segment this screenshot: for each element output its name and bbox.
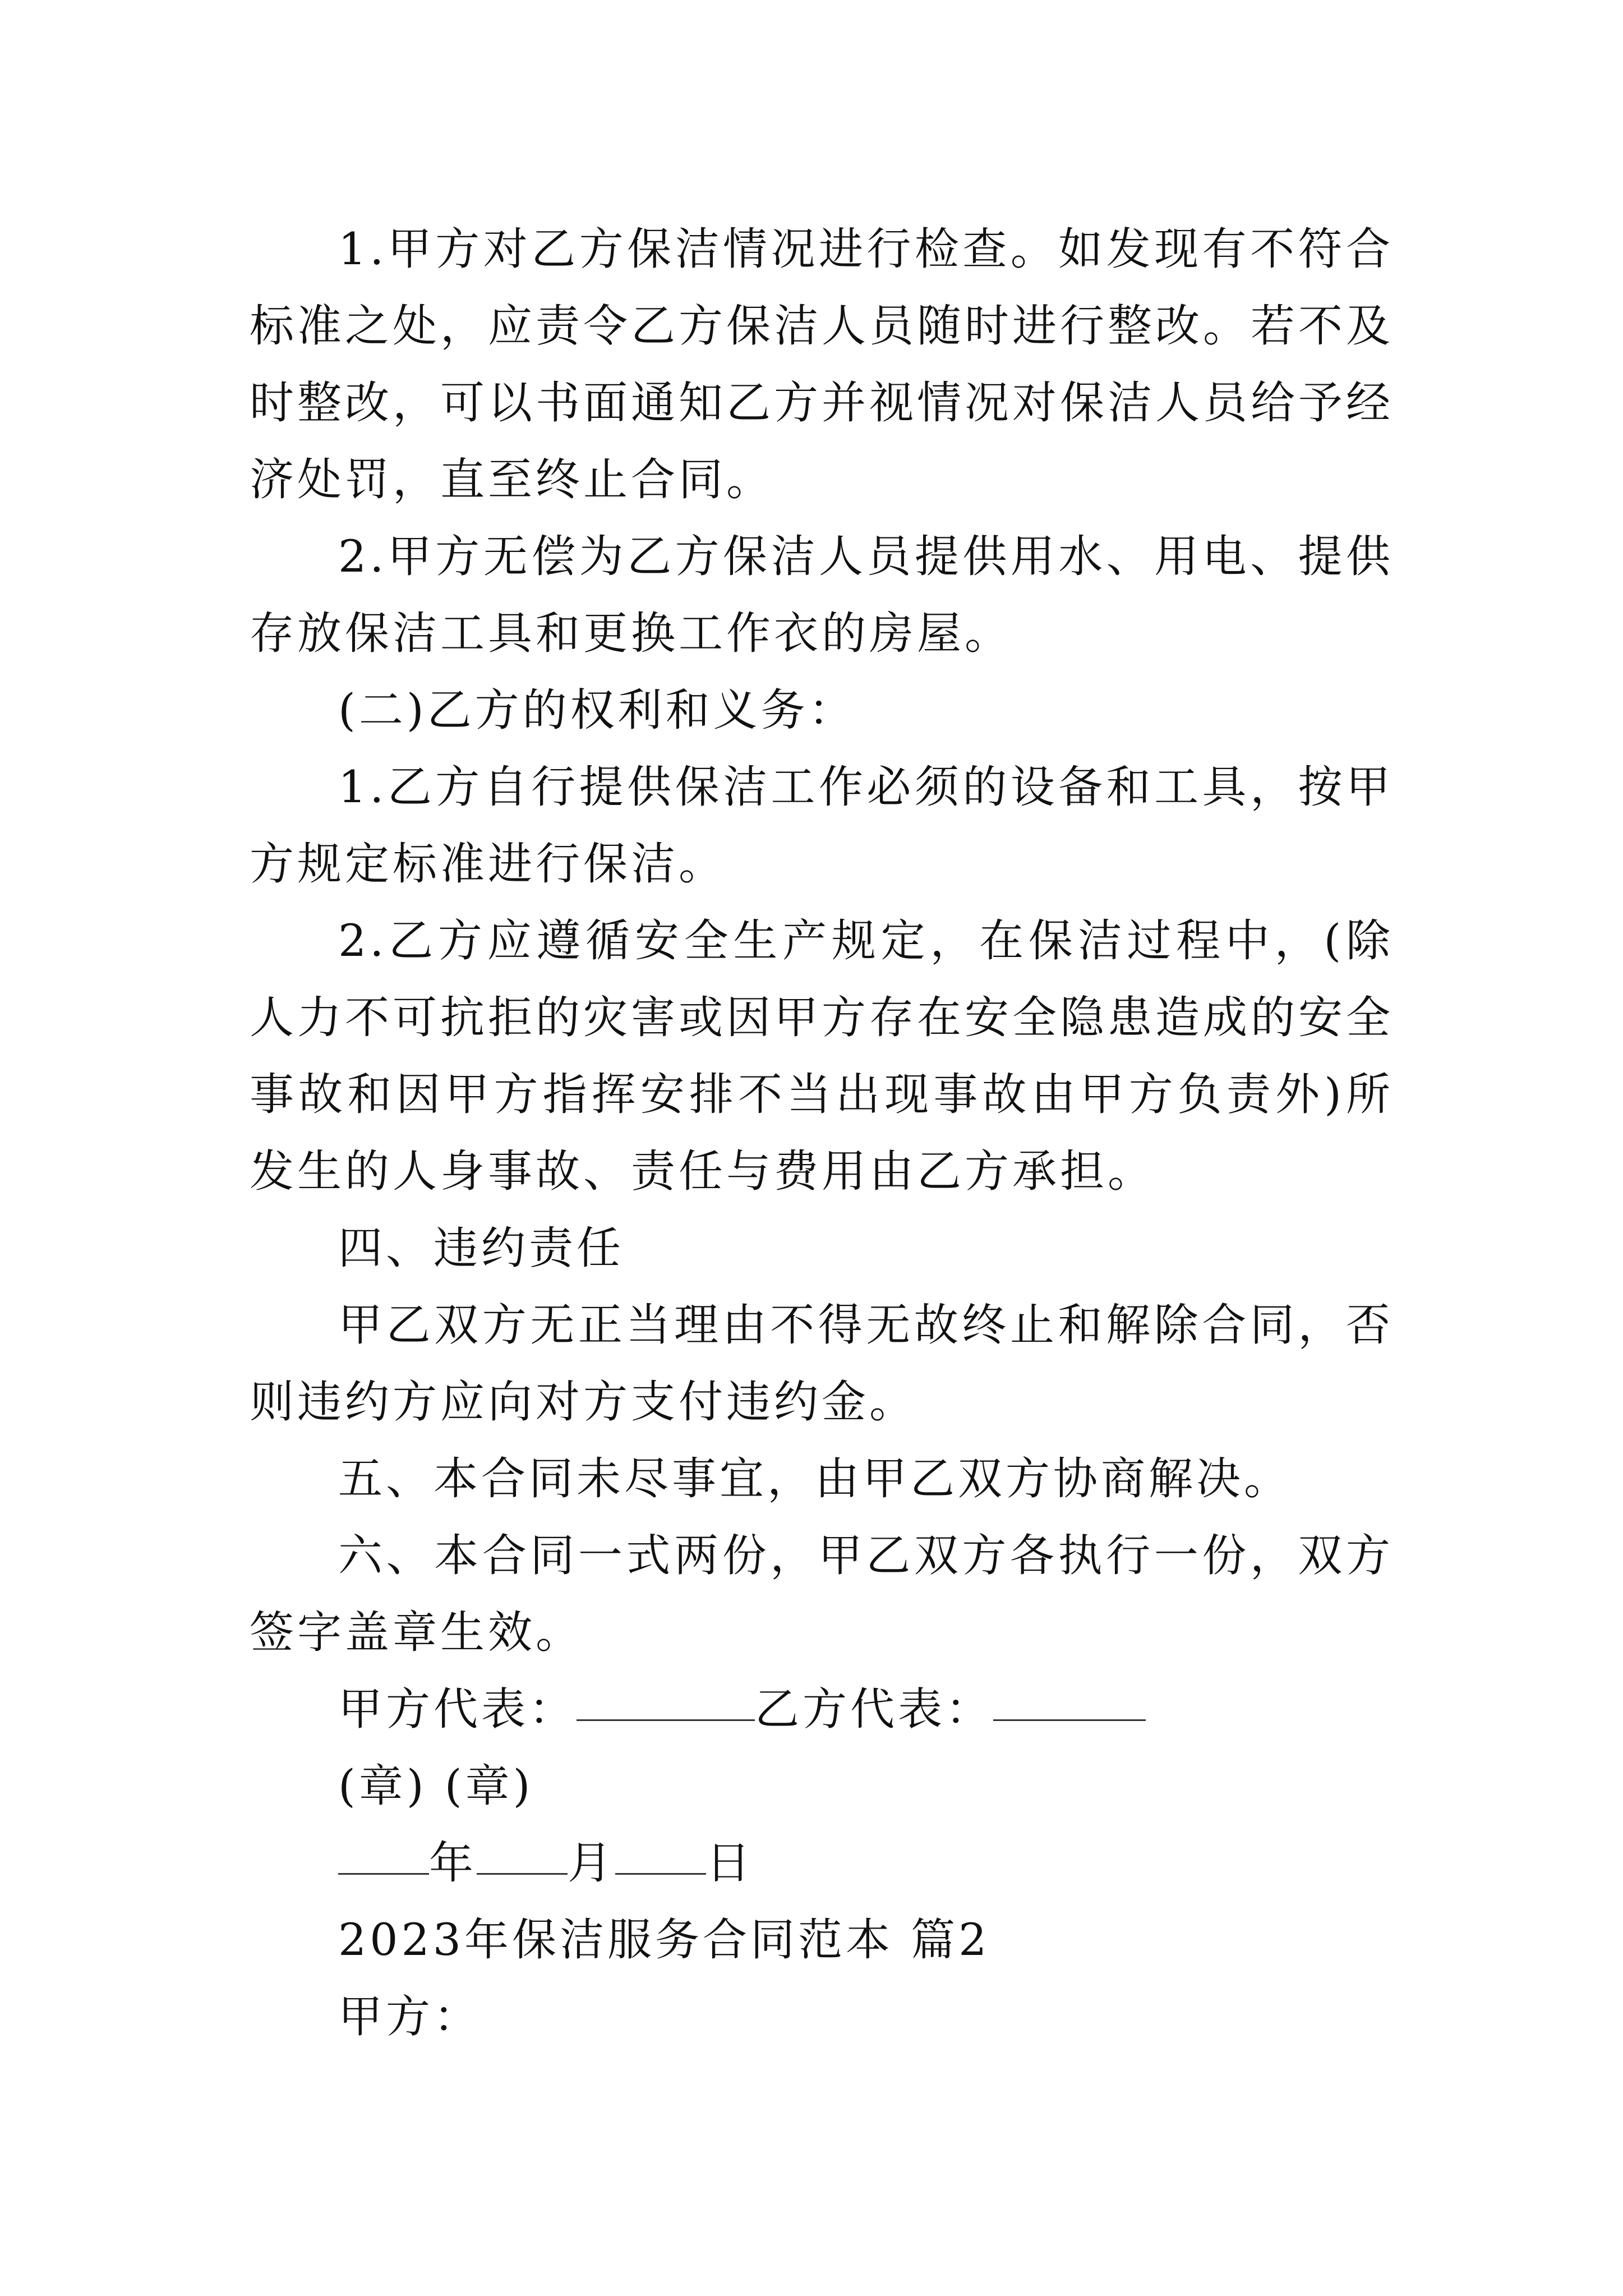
day-blank[interactable]	[615, 1873, 706, 1875]
party-b-rep-blank[interactable]	[993, 1719, 1146, 1721]
next-contract-title: 2023年保洁服务合同范本 篇2	[338, 1914, 990, 1966]
representatives-line	[250, 1671, 1394, 1748]
clause-1-inspection: 1.甲方对乙方保洁情况进行检查。如发现有不符合标准之处，应责令乙方保洁人员随时进行整改。若不及时整改，可以书面通知乙方并视情况对保洁人员给予经济处罚，直至终止合同。	[250, 223, 1394, 505]
clause-2-facilities: 2.甲方无偿为乙方保洁人员提供用水、用电、提供存放保洁工具和更换工作衣的房屋。	[250, 531, 1394, 659]
next-party-a-label: 甲方：	[338, 1991, 481, 2042]
party-a-rep-blank[interactable]	[577, 1719, 755, 1721]
section-six: 六、本合同一式两份，甲乙双方各执行一份，双方签字盖章生效。	[250, 1530, 1394, 1658]
liability-text: 甲乙双方无正当理由不得无故终止和解除合同，否则违约方应向对方支付违约金。	[250, 1299, 1394, 1428]
section-five: 五、本合同未尽事宜，由甲乙双方协商解决。	[338, 1453, 1292, 1504]
section-party-b-rights: (二)乙方的权利和义务：	[338, 684, 856, 736]
day-label: 日	[706, 1837, 754, 1889]
section-liability-heading: 四、违约责任	[338, 1222, 624, 1274]
party-a-rep-label: 甲方代表：	[338, 1683, 577, 1735]
party-b-rep-label: 乙方代表：	[755, 1683, 993, 1735]
year-blank[interactable]	[338, 1873, 429, 1875]
clause-b2-safety: 2.乙方应遵循安全生产规定，在保洁过程中，(除人力不可抗拒的灾害或因甲方存在安全隐患造成的安全事故和因甲方指挥安排不当出现事故由甲方负责外)所发生的人身事故、责任与费用由乙方承担。	[250, 915, 1394, 1197]
clause-b1-equipment: 1.乙方自行提供保洁工作必须的设备和工具，按甲方规定标准进行保洁。	[250, 761, 1394, 890]
month-blank[interactable]	[477, 1873, 568, 1875]
year-label: 年	[429, 1837, 477, 1889]
month-label: 月	[568, 1837, 615, 1889]
date-line	[250, 1825, 1394, 1902]
seals-line: (章) (章)	[338, 1760, 534, 1812]
document-body	[250, 211, 1394, 2055]
